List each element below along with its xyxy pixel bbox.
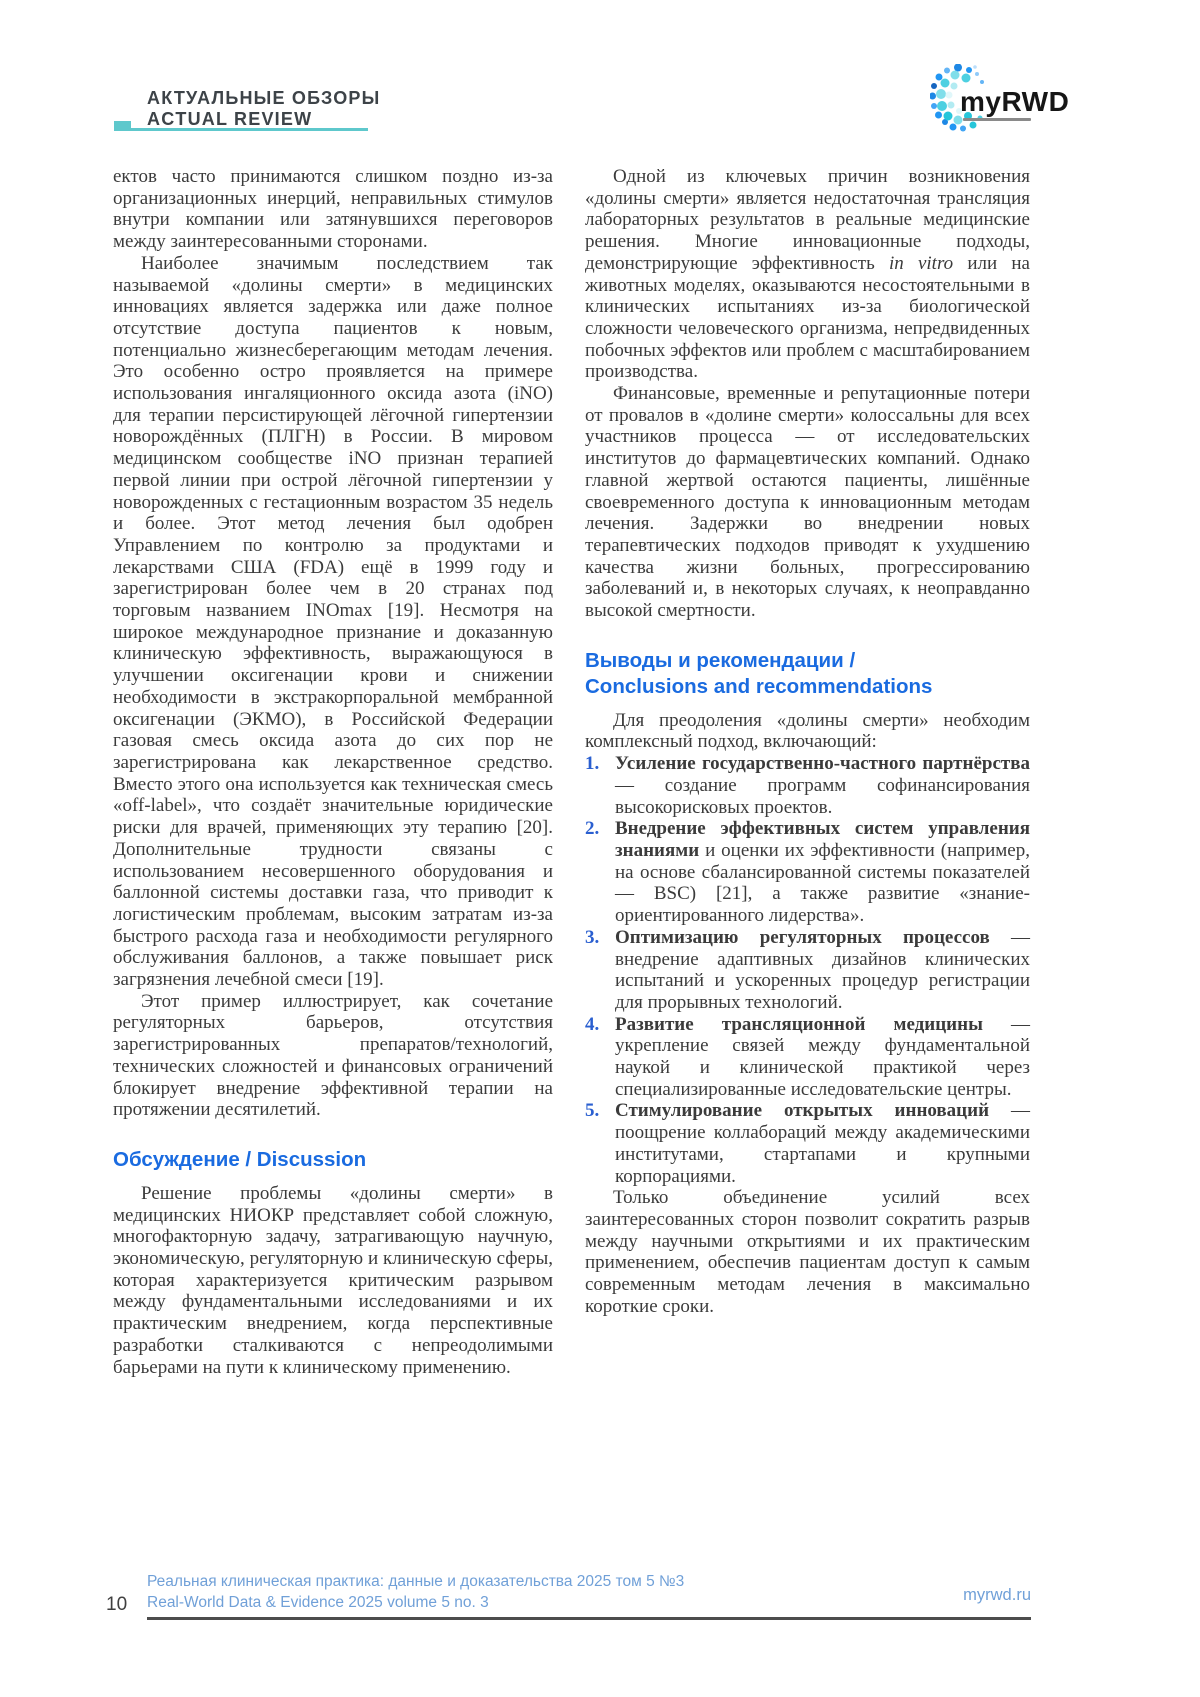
list-item-text	[615, 818, 1030, 927]
discussion-heading: Обсуждение / Discussion	[113, 1147, 367, 1171]
paragraph-losses: Финансовые, временные и репутационные потери от провалов в «долине смерти» колоссальны для всех участников процесса — от исследовательских институтов до фармацевтических компаний. Однако главной жертвой остаются пациенты, лишённые своевременного доступа к инновационным методам лечения. Задержки во внедрении новых терапевтических подходов приводят к ухудшению качества жизни больных, прогрессированию заболеваний и, в некоторых случаях, к неоправданно высокой смертности.	[585, 383, 1030, 622]
paragraph-closing: Только объединение усилий всех заинтересованных сторон позволит сократить разрыв между научными открытиями и их практическим применением, обеспечив пациентам доступ к самым современным методам лечения в максимально короткие сроки.	[585, 1187, 1030, 1317]
footer-journal-en: Real-World Data & Evidence 2025 volume 5 no. 3	[147, 1593, 489, 1611]
paragraph-continuation: ектов часто принимаются слишком поздно из-за организационных инерций, неправильных стимулов внутри компании или затянувшихся переговоров между заинтересованными сторонами.	[113, 166, 553, 253]
list-item-rest: и оценки их эффективности (например, на основе сбалансированной системы показателей — BSC) [21], а также развитие «знание-ориентированного лидерства».	[615, 839, 1030, 927]
italic-term: in vitro	[888, 252, 954, 274]
conclusions-heading-en: Conclusions and recommendations	[585, 674, 933, 698]
conclusions-heading-ru: Выводы и рекомендации /	[585, 648, 856, 672]
paragraph-text: Одной из ключевых причин возникновения «долины смерти» является недостаточная трансляция лабораторных результатов в реальные медицинские решения. Многие инновационные подходы, демонстрирующие эффективность	[585, 166, 1030, 274]
page-number: 10	[106, 1594, 128, 1615]
list-number: 4.	[585, 1013, 600, 1035]
paragraph-ino-example: Наиболее значимым последствием так называемой «долины смерти» в медицинских инновациях является задержка или даже полное отсутствие доступа пациентов к новым, потенциально жизнесберегающим методам лечения. Это особенно остро проявляется на примере использования ингаляционного оксида азота (iNO) для терапии персистирующей лёгочной гипертензии новорождённых (ПЛГН) в России. В мировом медицинском сообществе iNO признан терапией первой линии при острой лёгочной гипертензии у новорожденных с гестационным возрастом 35 недель и более. Этот метод лечения был одобрен Управлением по контролю за продуктами и лекарствами США (FDA) ещё в 1999 году и зарегистрирован более чем в 20 странах под торговым названием INOmax [19]. Несмотря на широкое международное признание и доказанную клиническую эффективность, выражающуюся в улучшении оксигенации крови и снижении необходимости в экстракорпоральной мембранной оксигенации (ЭКМО), в Российской Федерации газовая смесь оксида азота до сих пор не зарегистрирована как лекарственное средство. Вместо этого она используется как техническая смесь «off-label», что создаёт значительные юридические риски для врачей, применяющих эту терапию [20]. Дополнительные трудности связаны с использованием несовершенного оборудования и баллонной системы доставки газа, что приводит к логистическим проблемам, высоким затратам из-за быстрого расхода газа и необходимости регулярного обслуживания баллонов, а также повышает риск загрязнения лечебной смеси [19].	[113, 252, 553, 991]
footer-rule	[147, 1617, 1031, 1620]
list-item	[585, 753, 1030, 818]
right-column	[585, 166, 1030, 1317]
list-item-text	[615, 1014, 1030, 1101]
paragraph-text: или на животных моделях, оказываются несостоятельными в клинических испытаниях из-за биологической сложности человеческого организма, непредвиденных побочных эффектов или проблем с масштабированием производства.	[585, 252, 1030, 383]
section-title-ru: АКТУАЛЬНЫЕ ОБЗОРЫ	[147, 88, 381, 108]
list-item-text	[615, 927, 1030, 1014]
list-item-rest: — укрепление связей между фундаментальной наукой и клинической практикой через специализированные исследовательские центры.	[615, 1013, 1030, 1100]
accent-square	[114, 121, 131, 131]
section-title-en: ACTUAL REVIEW	[147, 109, 313, 129]
left-column	[113, 166, 553, 1378]
list-item	[585, 818, 1030, 927]
list-item	[585, 1100, 1030, 1187]
list-item-lead: Развитие трансляционной медицины	[615, 1013, 983, 1035]
list-item-lead: Внедрение эффективных систем управления знаниями	[615, 818, 1030, 861]
paragraph-example-summary: Этот пример иллюстрирует, как сочетание регуляторных барьеров, отсутствия зарегистрированных препаратов/технологий, технических сложностей и финансовых ограничений блокирует внедрение эффективной терапии на протяжении десятилетий.	[113, 990, 553, 1121]
list-item	[585, 1014, 1030, 1101]
logo-tagline	[963, 118, 1031, 121]
footer-site-url: myrwd.ru	[963, 1586, 1031, 1604]
footer-journal-title	[147, 1572, 684, 1613]
list-number: 3.	[585, 926, 600, 948]
list-item-rest: — создание программ софинансирования высокорисковых проектов.	[615, 774, 1030, 818]
list-item-text	[615, 753, 1030, 818]
paragraph-discussion: Решение проблемы «долины смерти» в медицинских НИОКР представляет собой сложную, многофакторную задачу, затрагивающую научную, экономическую, регуляторную и клиническую сферы, которая характеризуется критическим разрывом между фундаментальными исследованиями и их практическим внедрением, когда перспективные разработки сталкиваются с непреодолимыми барьерами на пути к клиническому применению.	[113, 1182, 553, 1378]
list-item-lead: Усиление государственно-частного партнёрства	[615, 753, 1030, 775]
list-item-lead: Оптимизацию регуляторных процессов	[615, 926, 990, 948]
list-item-rest: — внедрение адаптивных дизайнов клинических испытаний и ускоренных процедур регистрации для прорывных технологий.	[615, 926, 1030, 1013]
list-number: 5.	[585, 1100, 600, 1122]
list-item	[585, 927, 1030, 1014]
list-number: 2.	[585, 818, 600, 840]
list-number: 1.	[585, 753, 600, 775]
paragraph-list-intro: Для преодоления «долины смерти» необходим комплексный подход, включающий:	[585, 709, 1030, 753]
paragraph-translation-gap	[585, 166, 1030, 383]
logo-wordmark: myRWD	[960, 86, 1070, 117]
list-item-rest: — поощрение коллабораций между академическими институтами, стартапами и крупными корпорациями.	[615, 1100, 1030, 1187]
list-item-lead: Стимулирование открытых инноваций	[615, 1100, 990, 1122]
myrwd-logo	[930, 62, 1090, 136]
conclusions-heading	[585, 648, 1030, 700]
list-item-text	[615, 1100, 1030, 1187]
footer-journal-ru: Реальная клиническая практика: данные и доказательства 2025 том 5 №3	[147, 1573, 685, 1590]
